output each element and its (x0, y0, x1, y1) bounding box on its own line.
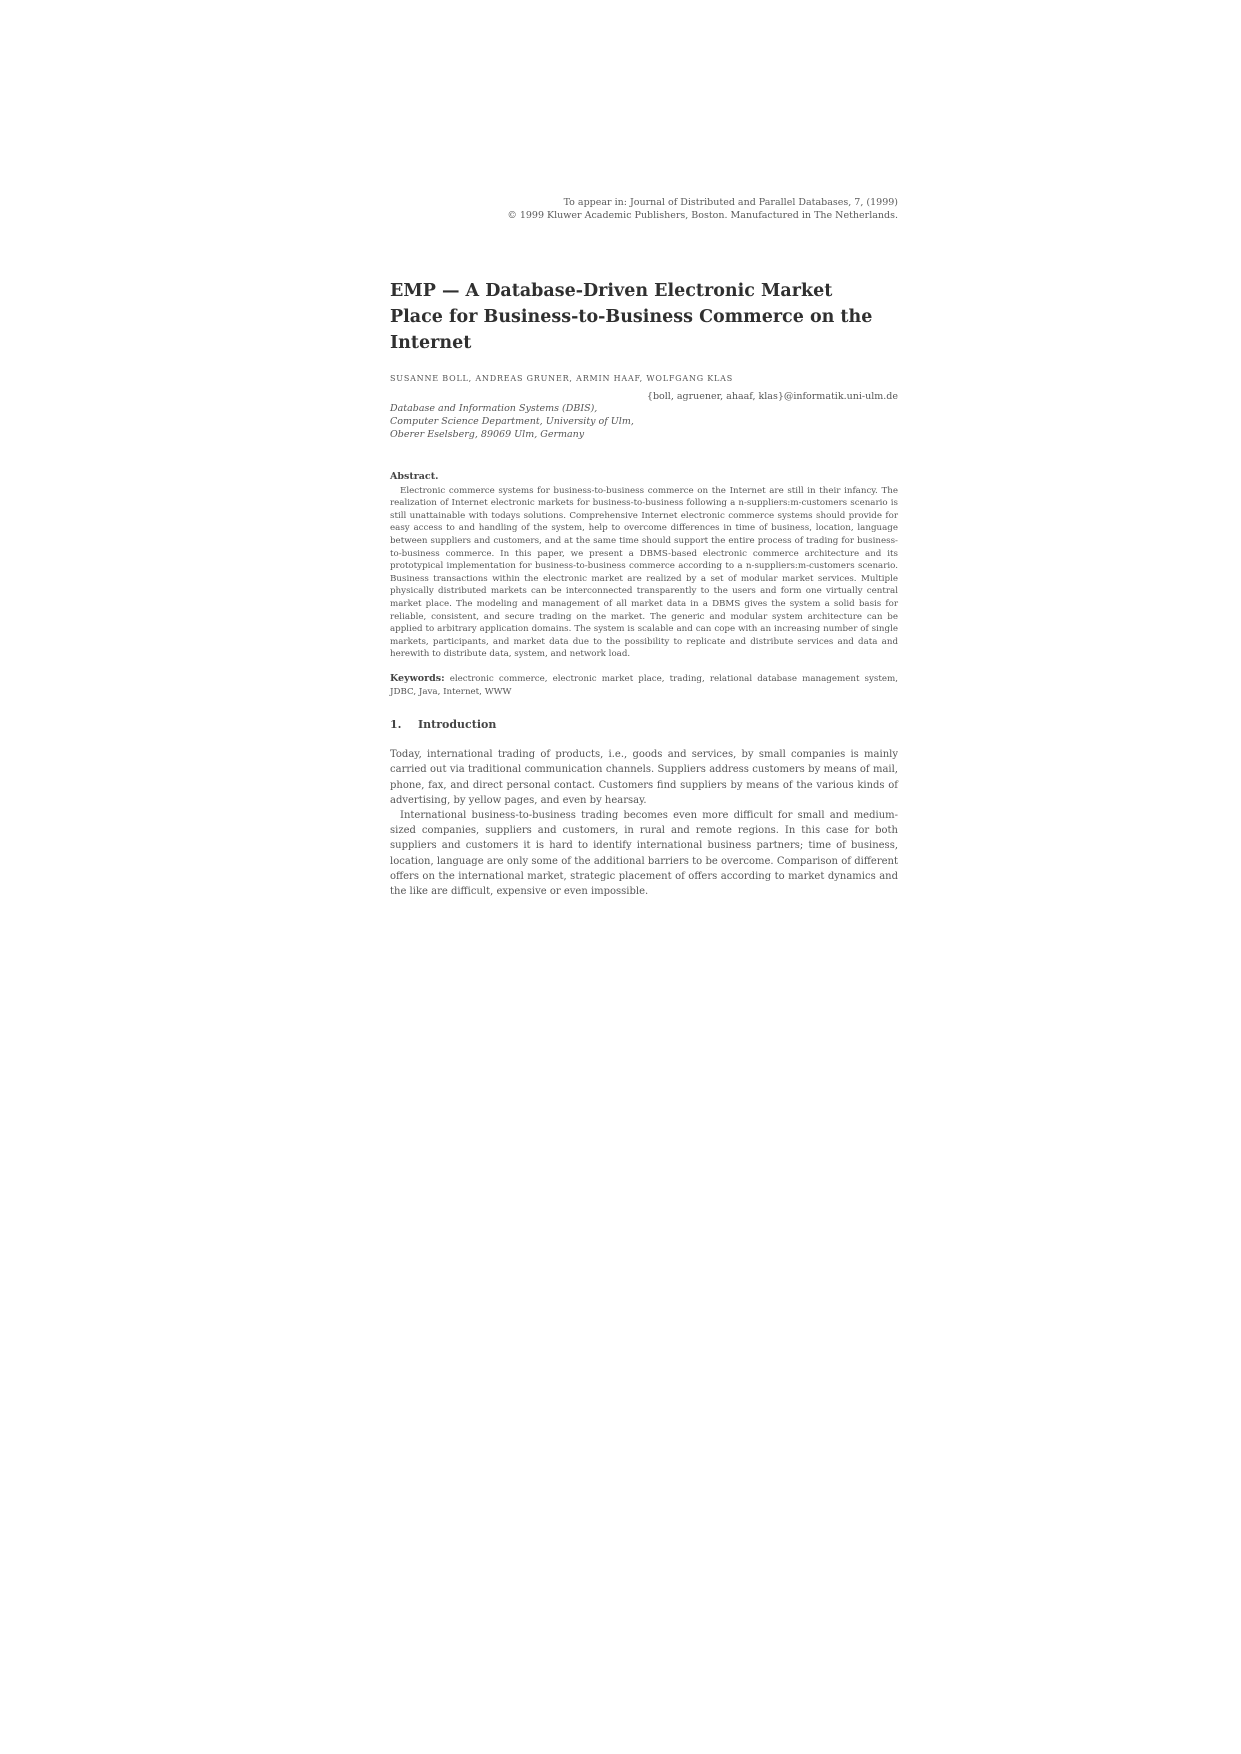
journal-header-note (390, 196, 898, 222)
body-paragraph-1: Today, international trading of products, i.e., goods and services, by small companies is mainly carried out via traditional communication channels. Suppliers address customers by means of mail, phone, fax, and direct personal contact. Customers find suppliers by means of the various kinds of advertising, by yellow pages, and even by hearsay. (390, 749, 898, 806)
affiliation-line-2: Computer Science Department, University of Ulm, (390, 416, 634, 427)
body-paragraph-2: International business-to-business trading becomes even more difficult for small and medium-sized companies, suppliers and customers, in rural and remote regions. In this case for both suppliers and customers it is hard to identify international business partners; time of business, location, language are only some of the additional barriers to be overcome. Comparison of different offers on the international market, strategic placement of offers according to market dynamics and the like are difficult, expensive or even impossible. (390, 809, 898, 897)
paper-page (390, 196, 898, 899)
introduction-body (390, 747, 898, 899)
abstract-heading: Abstract. (390, 471, 439, 482)
affiliation-line-1: Database and Information Systems (DBIS), (390, 403, 598, 414)
abstract-section (390, 471, 898, 661)
copyright-line: © 1999 Kluwer Academic Publishers, Boston. Manufactured in The Netherlands. (507, 210, 898, 221)
affiliation-line-3: Oberer Eselsberg, 89069 Ulm, Germany (390, 429, 585, 440)
paper-title: EMP — A Database-Driven Electronic Market Place for Business-to-Business Commerce on the Internet (390, 281, 873, 353)
author-email: {boll, agruener, ahaaf, klas}@informatik.uni-ulm.de (646, 391, 898, 402)
journal-citation-line: To appear in: Journal of Distributed and Parallel Databases, 7, (1999) (563, 197, 898, 208)
author-list: SUSANNE BOLL, ANDREAS GRUNER, ARMIN HAAF, WOLFGANG KLAS (390, 374, 734, 383)
abstract-body: Electronic commerce systems for business-to-business commerce on the Internet are still in their infancy. The realization of Internet electronic markets for business-to-business following a n-suppliers:m-customers scenario is still unattainable with todays solutions. Comprehensive Internet electronic commerce systems should provide for easy access to and handling of the system, help to overcome differences in time of business, location, language between suppliers and customers, and at the same time should support the entire process of trading for business-to-business commerce. In this paper, we present a DBMS-based electronic commerce architecture and its prototypical implementation for business-to-business commerce according to a n-suppliers:m-customers scenario. Business transactions within the electronic market are realized by a set of modular market services. Multiple physically distributed markets can be interconnected transparently to the users and form one virtually central market place. The modeling and management of all market data in a DBMS gives the system a solid basis for reliable, consistent, and secure trading on the market. The generic and modular system architecture can be applied to arbitrary application domains. The system is scalable and can cope with an increasing number of single markets, participants, and market data due to the possibility to replicate and distribute services and data and herewith to distribute data, system, and network load. (390, 485, 898, 660)
keywords-section (390, 673, 898, 698)
affiliation (390, 402, 898, 441)
keywords-label: Keywords: (390, 672, 445, 684)
section-title: Introduction (418, 718, 497, 732)
section-heading-introduction (390, 718, 898, 731)
keywords-text: electronic commerce, electronic market place, trading, relational database management system, JDBC, Java, Internet, WWW (390, 673, 898, 697)
section-number: 1. (390, 718, 402, 732)
